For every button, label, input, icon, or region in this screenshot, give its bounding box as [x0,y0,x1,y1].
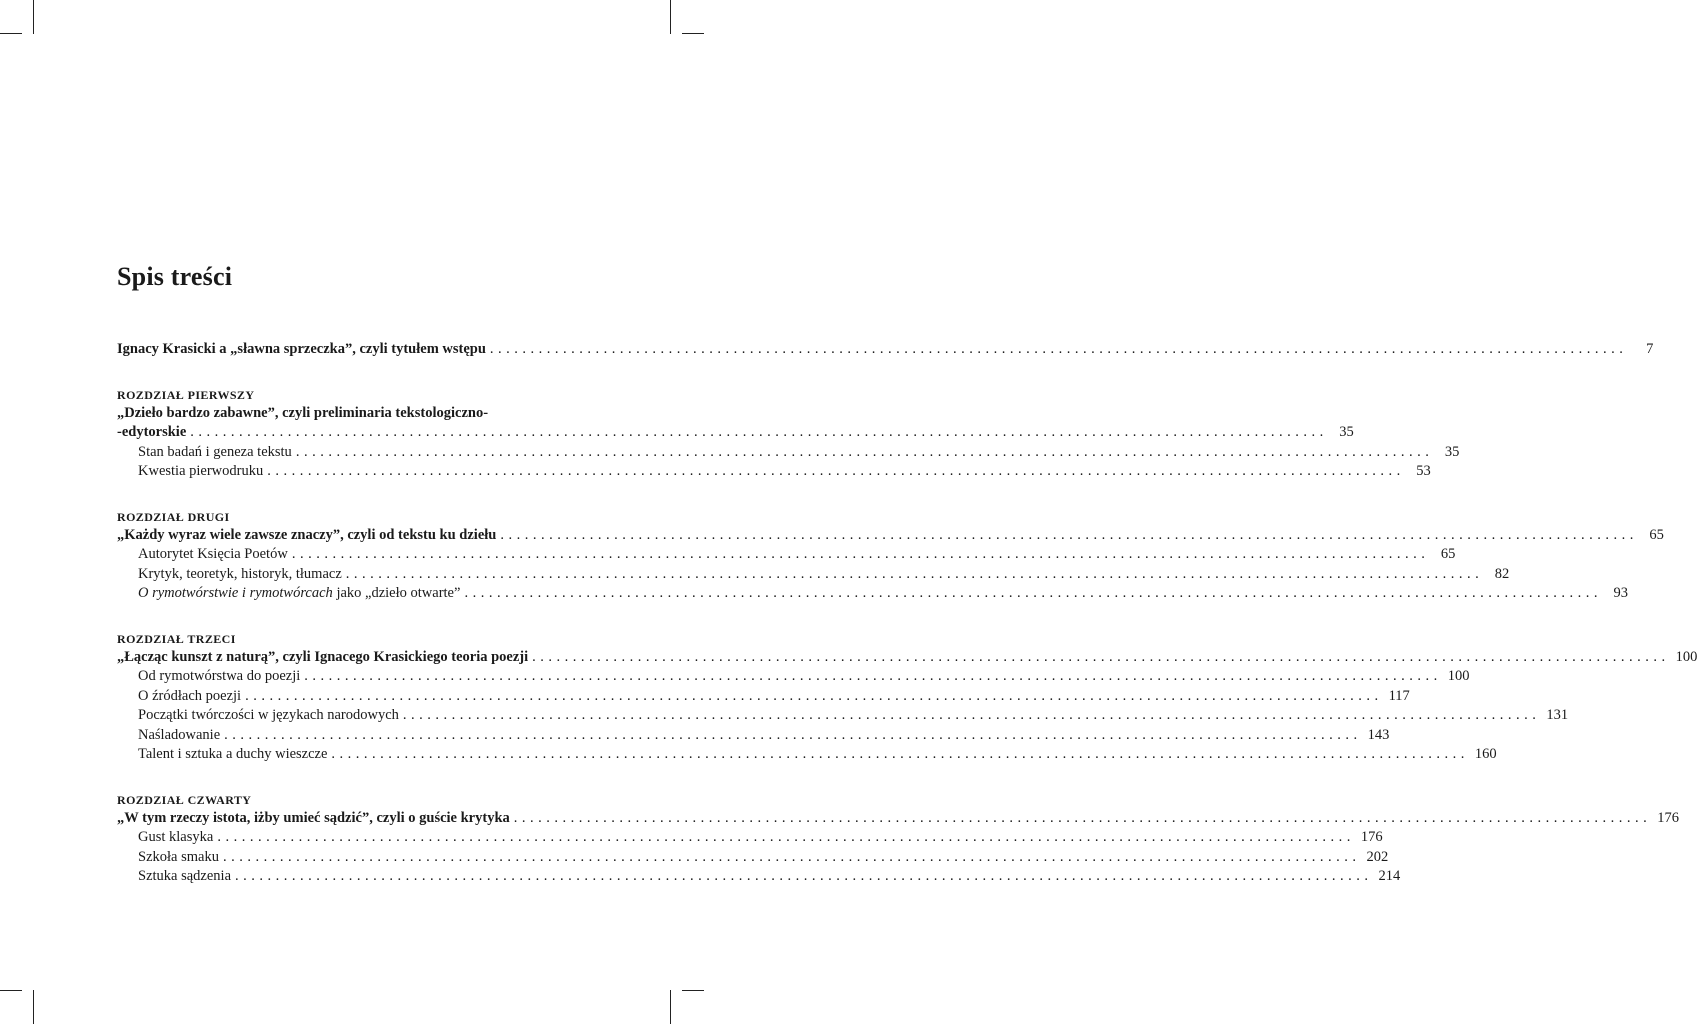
page-number: 7 [1646,341,1654,357]
leader-dots: ............................................................................................................................................ [245,687,1383,704]
entry-title: Stan badań i geneza tekstu [138,443,292,460]
entry-title: Sztuka sądzenia [138,868,232,884]
crop-mark [0,33,22,34]
leader-dots: ............................................................................................................................................ [235,868,1373,884]
leader-dots: ............................................................................................................................................ [331,746,1469,762]
leader-dots: ............................................................................................................................................ [464,585,1602,601]
toc-entry-chapter[interactable] [117,648,1697,668]
entry-title: „Każdy wyraz wiele zawsze znaczy”, czyli od tekstu ku dziełu [117,526,497,543]
toc-entry-intro[interactable] [117,340,1654,360]
leader-dots: ............................................................................................................................................ [217,829,1355,845]
crop-mark [670,0,671,34]
entry-title: Kwestia pierwodruku [138,463,264,479]
table-of-contents [117,340,1697,887]
chapter-label: ROZDZIAŁ PIERWSZY [117,387,255,402]
leader-dots: ............................................................................................................................................ [500,526,1638,543]
leader-dots: ............................................................................................................................................ [190,424,1328,440]
toc-entry-chapter[interactable] [117,809,1680,829]
page-number: 214 [1378,868,1401,884]
toc-entry-section[interactable] [117,584,1628,604]
leader-dots: ............................................................................................................................................ [304,668,1442,684]
page-number: 160 [1474,746,1497,762]
chapter-label: ROZDZIAŁ TRZECI [117,631,236,646]
crop-mark [33,0,34,34]
page-number: 117 [1388,687,1410,704]
entry-title: Autorytet Księcia Poetów [138,546,288,562]
page-number: 65 [1440,546,1456,562]
toc-entry-section[interactable] [117,667,1470,687]
crop-mark [0,990,22,991]
entry-title: Ignacy Krasicki a „sławna sprzeczka”, czyli tytułem wstępu [117,341,486,357]
toc-entry-section[interactable] [117,706,1569,726]
entry-title-rest: jako „dzieło otwarte” [332,585,461,601]
chapter-label: ROZDZIAŁ DRUGI [117,509,230,524]
toc-entry-section[interactable] [117,462,1431,482]
crop-mark [33,990,34,1024]
entry-title: Gust klasyka [138,829,214,845]
entry-title-italic: O rymotwórstwie i rymotwórcach [138,585,333,601]
entry-title: Szkoła smaku [138,848,219,865]
chapter-title-line[interactable]: „Dzieło bardzo zabawne”, czyli preliminaria tekstologiczno- [117,404,489,421]
leader-dots: ............................................................................................................................................ [222,848,1361,865]
entry-title: „Łącząc kunszt z naturą”, czyli Ignacego Krasickiego teoria poezji [117,648,529,665]
leader-dots: ............................................................................................................................................ [489,341,1628,357]
crop-mark [682,33,704,34]
page-number: 176 [1657,809,1680,826]
leader-dots: ............................................................................................................................................ [402,707,1541,723]
leader-dots: ............................................................................................................................................ [267,463,1405,479]
toc-entry-section[interactable] [117,687,1410,707]
page-number: 35 [1444,443,1460,460]
entry-title: Talent i sztuka a duchy wieszcze [138,746,328,762]
page-number: 100 [1447,668,1470,684]
entry-title: Krytyk, teoretyk, historyk, tłumacz [138,565,342,582]
leader-dots: ............................................................................................................................................ [513,809,1652,826]
page-number: 53 [1416,463,1431,479]
toc-entry-section[interactable] [117,745,1497,765]
toc-entry-section[interactable] [117,726,1390,746]
toc-entry-section[interactable] [117,565,1510,585]
toc-entry-section[interactable] [117,867,1401,887]
page-title: Spis treści [117,262,233,291]
page-number: 202 [1366,848,1389,865]
leader-dots: ............................................................................................................................................ [295,443,1434,460]
entry-title: Naśladowanie [138,726,221,743]
entry-title: „W tym rzeczy istota, iżby umieć sądzić”, czyli o guście krytyka [117,809,510,826]
leader-dots: ............................................................................................................................................ [532,648,1670,665]
toc-entry-section[interactable] [117,545,1456,565]
crop-mark [682,990,704,991]
toc-entry-chapter[interactable] [117,526,1664,546]
page-number: 176 [1360,829,1383,845]
page-number: 131 [1546,707,1569,723]
toc-entry-section[interactable] [117,443,1460,463]
toc-entry-section[interactable] [117,848,1389,868]
page-number: 143 [1367,726,1390,743]
toc-entry-chapter[interactable] [117,423,1354,443]
entry-title [138,584,464,604]
leader-dots: ............................................................................................................................................ [291,546,1430,562]
chapter-label: ROZDZIAŁ CZWARTY [117,792,252,807]
entry-title: Początki twórczości w językach narodowych [138,707,399,723]
page-number: 93 [1613,585,1628,601]
page-number: 65 [1649,526,1664,543]
entry-title: -edytorskie [117,424,187,440]
entry-title: Od rymotwórstwa do poezji [138,668,301,684]
leader-dots: ............................................................................................................................................ [224,726,1362,743]
page-number: 82 [1494,565,1510,582]
toc-entry-section[interactable] [117,828,1383,848]
crop-mark [670,990,671,1024]
page-number: 100 [1675,648,1697,665]
page-number: 35 [1339,424,1354,440]
entry-title: O źródłach poezji [138,687,242,704]
leader-dots: ............................................................................................................................................ [345,565,1484,582]
